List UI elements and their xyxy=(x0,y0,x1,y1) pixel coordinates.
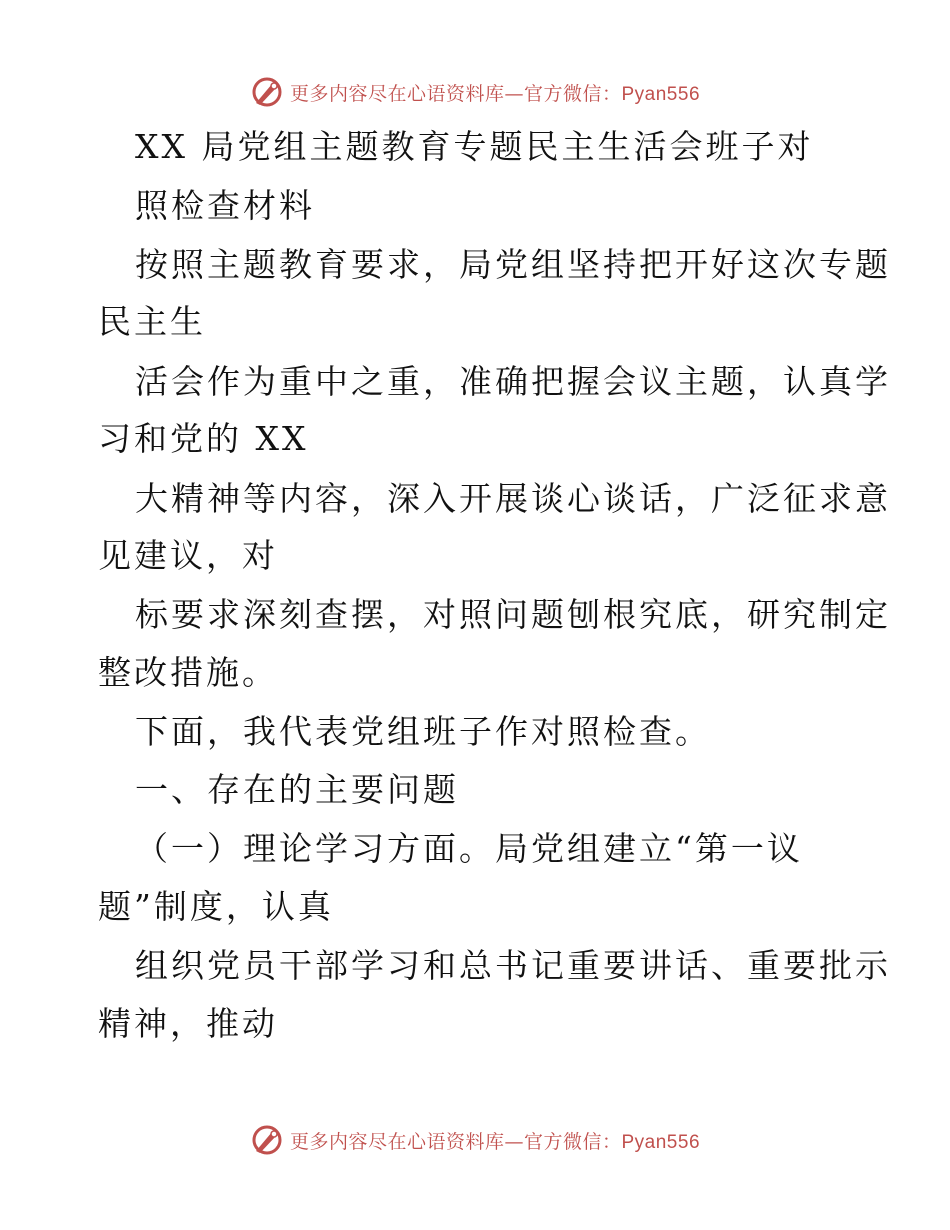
pen-nib-circle-icon xyxy=(250,75,284,109)
document-title-line-1: XX 局党组主题教育专题民主生活会班子对 xyxy=(135,127,814,166)
footer-watermark xyxy=(0,1120,950,1160)
paragraph-line: 大精神等内容，深入开展谈心谈话，广泛征求意 xyxy=(135,479,891,518)
paragraph-line: 精神，推动 xyxy=(98,1004,278,1043)
paragraph-line: 组织党员干部学习和总书记重要讲话、重要批示 xyxy=(135,946,891,985)
watermark-text: 更多内容尽在心语资料库—官方微信：Pyan556 xyxy=(289,82,701,105)
paragraph-line: 习和党的 XX xyxy=(98,419,309,458)
watermark-text: 更多内容尽在心语资料库—官方微信：Pyan556 xyxy=(289,1130,701,1153)
paragraph-line: 整改措施。 xyxy=(98,653,278,692)
header-watermark xyxy=(0,72,950,112)
paragraph-line: 见建议，对 xyxy=(98,536,278,575)
document-title-line-2: 照检查材料 xyxy=(135,186,315,225)
section-heading: 一、存在的主要问题 xyxy=(135,770,459,809)
paragraph-line: 题”制度，认真 xyxy=(98,887,334,926)
paragraph-line: 活会作为重中之重，准确把握会议主题，认真学 xyxy=(135,362,891,401)
paragraph-line: 民主生 xyxy=(98,302,206,341)
paragraph-line: 按照主题教育要求，局党组坚持把开好这次专题 xyxy=(135,245,891,284)
subsection-heading: （一）理论学习方面。局党组建立“第一议 xyxy=(135,829,803,868)
pen-nib-circle-icon xyxy=(250,1123,284,1157)
paragraph-line: 标要求深刻查摆，对照问题刨根究底，研究制定 xyxy=(135,595,891,634)
paragraph-line: 下面，我代表党组班子作对照检查。 xyxy=(135,712,711,751)
